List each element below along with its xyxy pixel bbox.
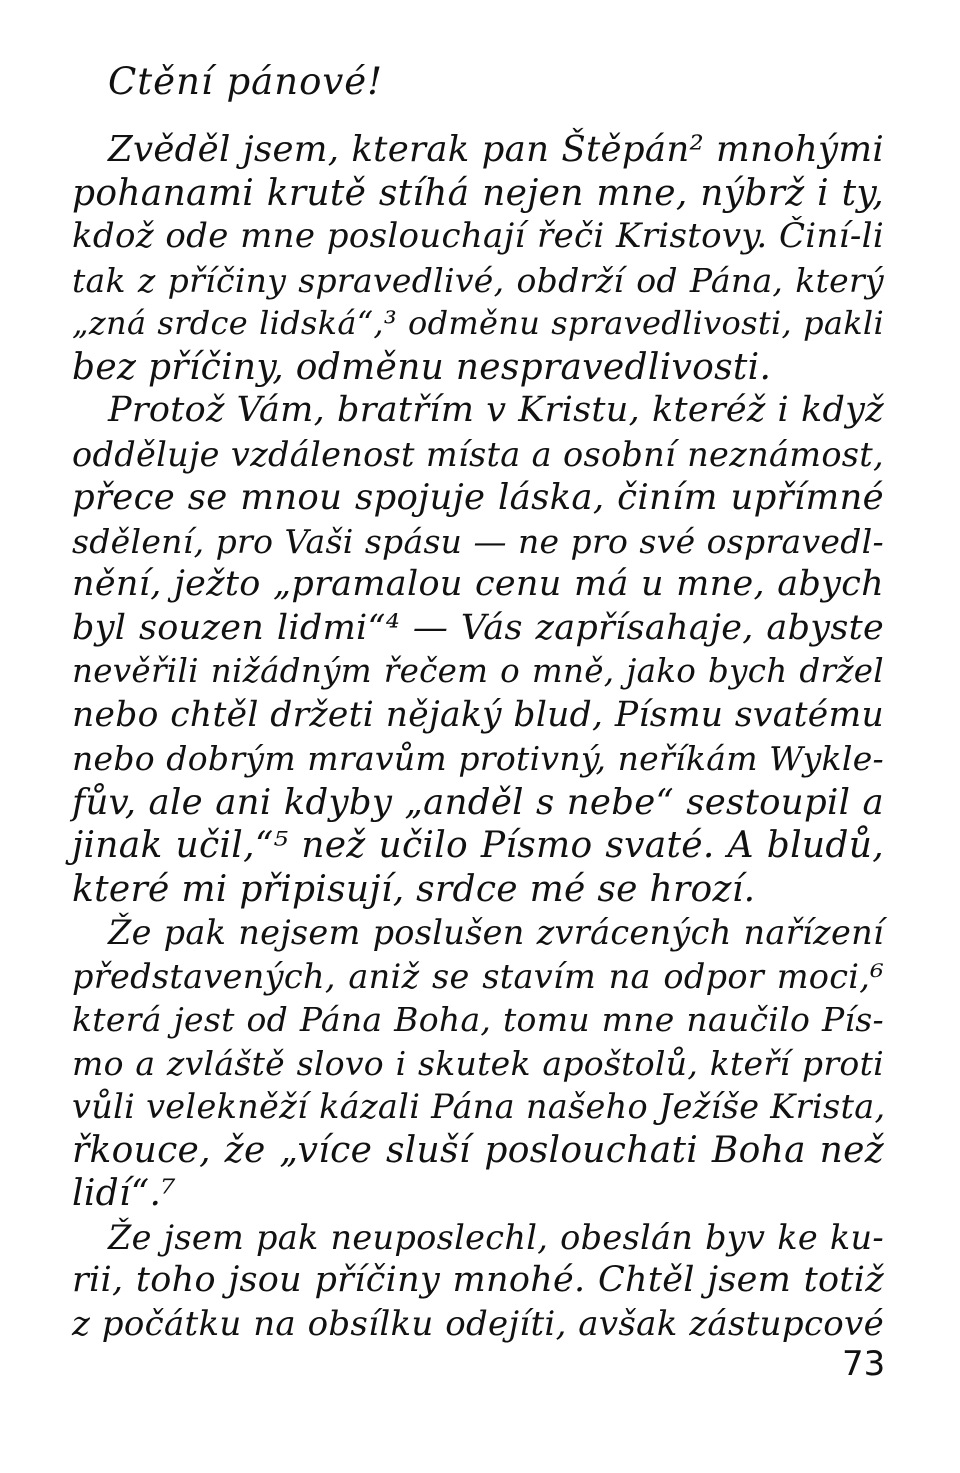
text-line: jinak učil,“⁵ než učilo Písmo svaté. A bludů, [72, 825, 884, 866]
text-line: Že pak nejsem poslušen zvrácených nařízení [108, 913, 884, 952]
text-line: přece se mnou spojuje láska, činím upřímné [72, 477, 884, 518]
text-line: byl souzen lidmi“⁴ — Vás zapřísahaje, abyste [72, 607, 884, 648]
text-line: které mi připisují, srdce mé se hrozí. [72, 868, 756, 910]
text-line: tak z příčiny spravedlivé, obdrží od Pána, který [72, 260, 884, 300]
text-line: lidí“.⁷ [72, 1173, 176, 1214]
text-line: mo a zvláště slovo i skutek apoštolů, kteří proti [72, 1043, 884, 1083]
page-number: 73 [842, 1344, 886, 1384]
text-line: představených, aniž se stavím na odpor moci,⁶ [72, 956, 884, 996]
text-line: sdělení, pro Vaši spásu — ne pro své ospravedl- [72, 521, 884, 561]
text-line: nění, ježto „pramalou cenu má u mne, abych [72, 564, 884, 604]
text-line: řkouce, že „více sluší poslouchati Boha než [72, 1129, 884, 1171]
letter-body [72, 128, 884, 1346]
text-line: bez příčiny, odměnu nespravedlivosti. [72, 346, 772, 388]
text-line: vůli velekněží kázali Pána našeho Ježíše Krista, [72, 1087, 886, 1126]
text-line: pohanami krutě stíhá nejen mne, nýbrž i ty, [72, 172, 884, 214]
text-line: „zná srdce lidská“,³ odměnu spravedlivosti, pakli [72, 304, 884, 342]
text-line: nebo chtěl držeti nějaký blud, Písmu svatému [72, 694, 884, 735]
text-line: Protož Vám, bratřím v Kristu, kteréž i když [108, 390, 884, 430]
text-line: Že jsem pak neuposlechl, obeslán byv ke ku- [108, 1217, 884, 1257]
salutation: Ctění pánové! [108, 60, 384, 103]
text-line: rii, toho jsou příčiny mnohé. Chtěl jsem totiž [72, 1260, 884, 1300]
text-line: nebo dobrým mravům protivný, neříkám Wykle- [72, 739, 884, 778]
text-line: z počátku na obsílku odejíti, avšak zástupcové [72, 1303, 884, 1344]
text-line: nevěřili nižádným řečem o mně, jako bych držel [72, 652, 884, 690]
text-line: kdož ode mne poslouchají řeči Kristovy. Činí-li [72, 216, 884, 256]
text-line: Zvěděl jsem, kterak pan Štěpán² mnohými [108, 129, 884, 170]
text-line: odděluje vzdálenost místa a osobní neznámost, [72, 434, 884, 474]
text-line: fův, ale ani kdyby „anděl s nebe“ sestoupil a [72, 781, 884, 823]
text-line: která jest od Pána Boha, tomu mne naučilo Pís- [72, 1000, 884, 1039]
